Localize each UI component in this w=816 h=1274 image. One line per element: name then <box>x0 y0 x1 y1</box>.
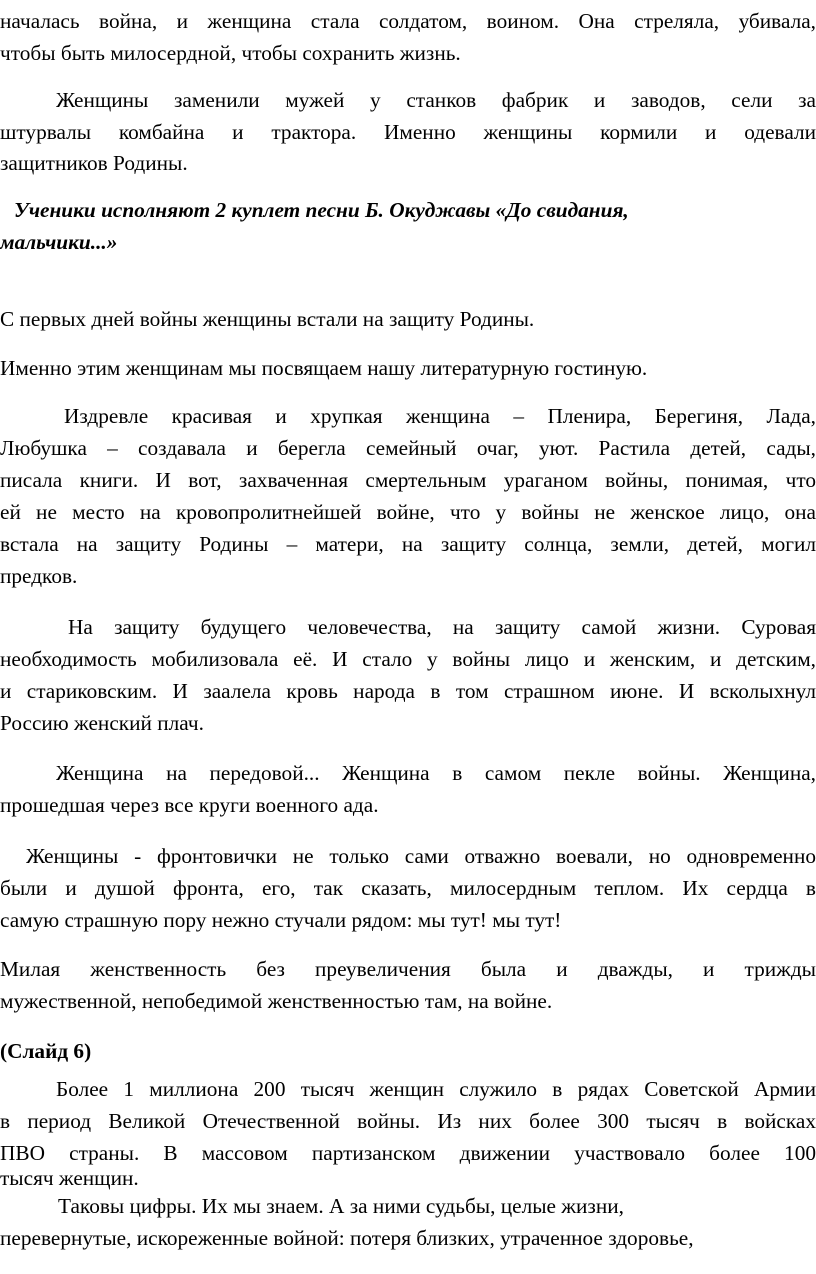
text-line: и стариковским. И заалела кровь народа в том страшном июне. И всколыхнул <box>0 679 816 703</box>
text-line: перевернутые, искореженные войной: потеря близких, утраченное здоровье, <box>0 1226 694 1250</box>
text-line: Более 1 миллиона 200 тысяч женщин служило в рядах Советской Армии <box>56 1077 816 1101</box>
text-line: необходимость мобилизовала её. И стало у войны лицо и женским, и детским, <box>0 647 816 671</box>
text-line: самую страшную пору нежно стучали рядом: мы тут! мы тут! <box>0 908 562 932</box>
text-line: писала книги. И вот, захваченная смертельным ураганом войны, понимая, что <box>0 468 816 492</box>
text-line: Издревле красивая и хрупкая женщина – Пленира, Берегиня, Лада, <box>64 404 816 428</box>
text-line: чтобы быть милосердной, чтобы сохранить жизнь. <box>0 41 461 65</box>
text-line: в период Великой Отечественной войны. Из них более 300 тысяч в войсках <box>0 1109 816 1133</box>
text-line: началась война, и женщина стала солдатом, воином. Она стреляла, убивала, <box>0 9 816 33</box>
text-line: Россию женский плач. <box>0 711 204 735</box>
text-line: Женщины заменили мужей у станков фабрик и заводов, сели за <box>56 88 816 112</box>
text-line: встала на защиту Родины – матери, на защиту солнца, земли, детей, могил <box>0 532 816 556</box>
text-line: С первых дней войны женщины встали на защиту Родины. <box>0 307 535 331</box>
text-line: Милая женственность без преувеличения была и дважды, и трижды <box>0 957 816 981</box>
song-note: Ученики исполняют 2 куплет песни Б. Окуджавы «До свидания, <box>14 198 629 222</box>
text-line: Женщина на передовой... Женщина в самом пекле войны. Женщина, <box>56 761 816 785</box>
text-line: Женщины - фронтовички не только сами отважно воевали, но одновременно <box>26 844 816 868</box>
text-line: ПВО страны. В массовом партизанском движении участвовало более 100 <box>0 1141 816 1165</box>
text-line: предков. <box>0 564 78 588</box>
text-line: защитников Родины. <box>0 151 188 175</box>
text-line: мужественной, непобедимой женственностью там, на войне. <box>0 989 553 1013</box>
text-line: были и душой фронта, его, так сказать, милосердным теплом. Их сердца в <box>0 876 816 900</box>
text-line: штурвалы комбайна и трактора. Именно женщины кормили и одевали <box>0 120 816 144</box>
text-line: тысяч женщин. <box>0 1166 139 1190</box>
text-line: Именно этим женщинам мы посвящаем нашу литературную гостиную. <box>0 356 648 380</box>
text-line: прошедшая через все круги военного ада. <box>0 793 379 817</box>
text-line: ей не место на кровопролитнейшей войне, что у войны не женское лицо, она <box>0 500 816 524</box>
text-line: На защиту будущего человечества, на защиту самой жизни. Суровая <box>68 615 816 639</box>
text-line: Любушка – создавала и берегла семейный очаг, уют. Растила детей, сады, <box>0 436 816 460</box>
text-line: Таковы цифры. Их мы знаем. А за ними судьбы, целые жизни, <box>58 1194 624 1218</box>
song-note: мальчики...» <box>0 230 118 254</box>
slide-label: (Слайд 6) <box>0 1039 92 1063</box>
